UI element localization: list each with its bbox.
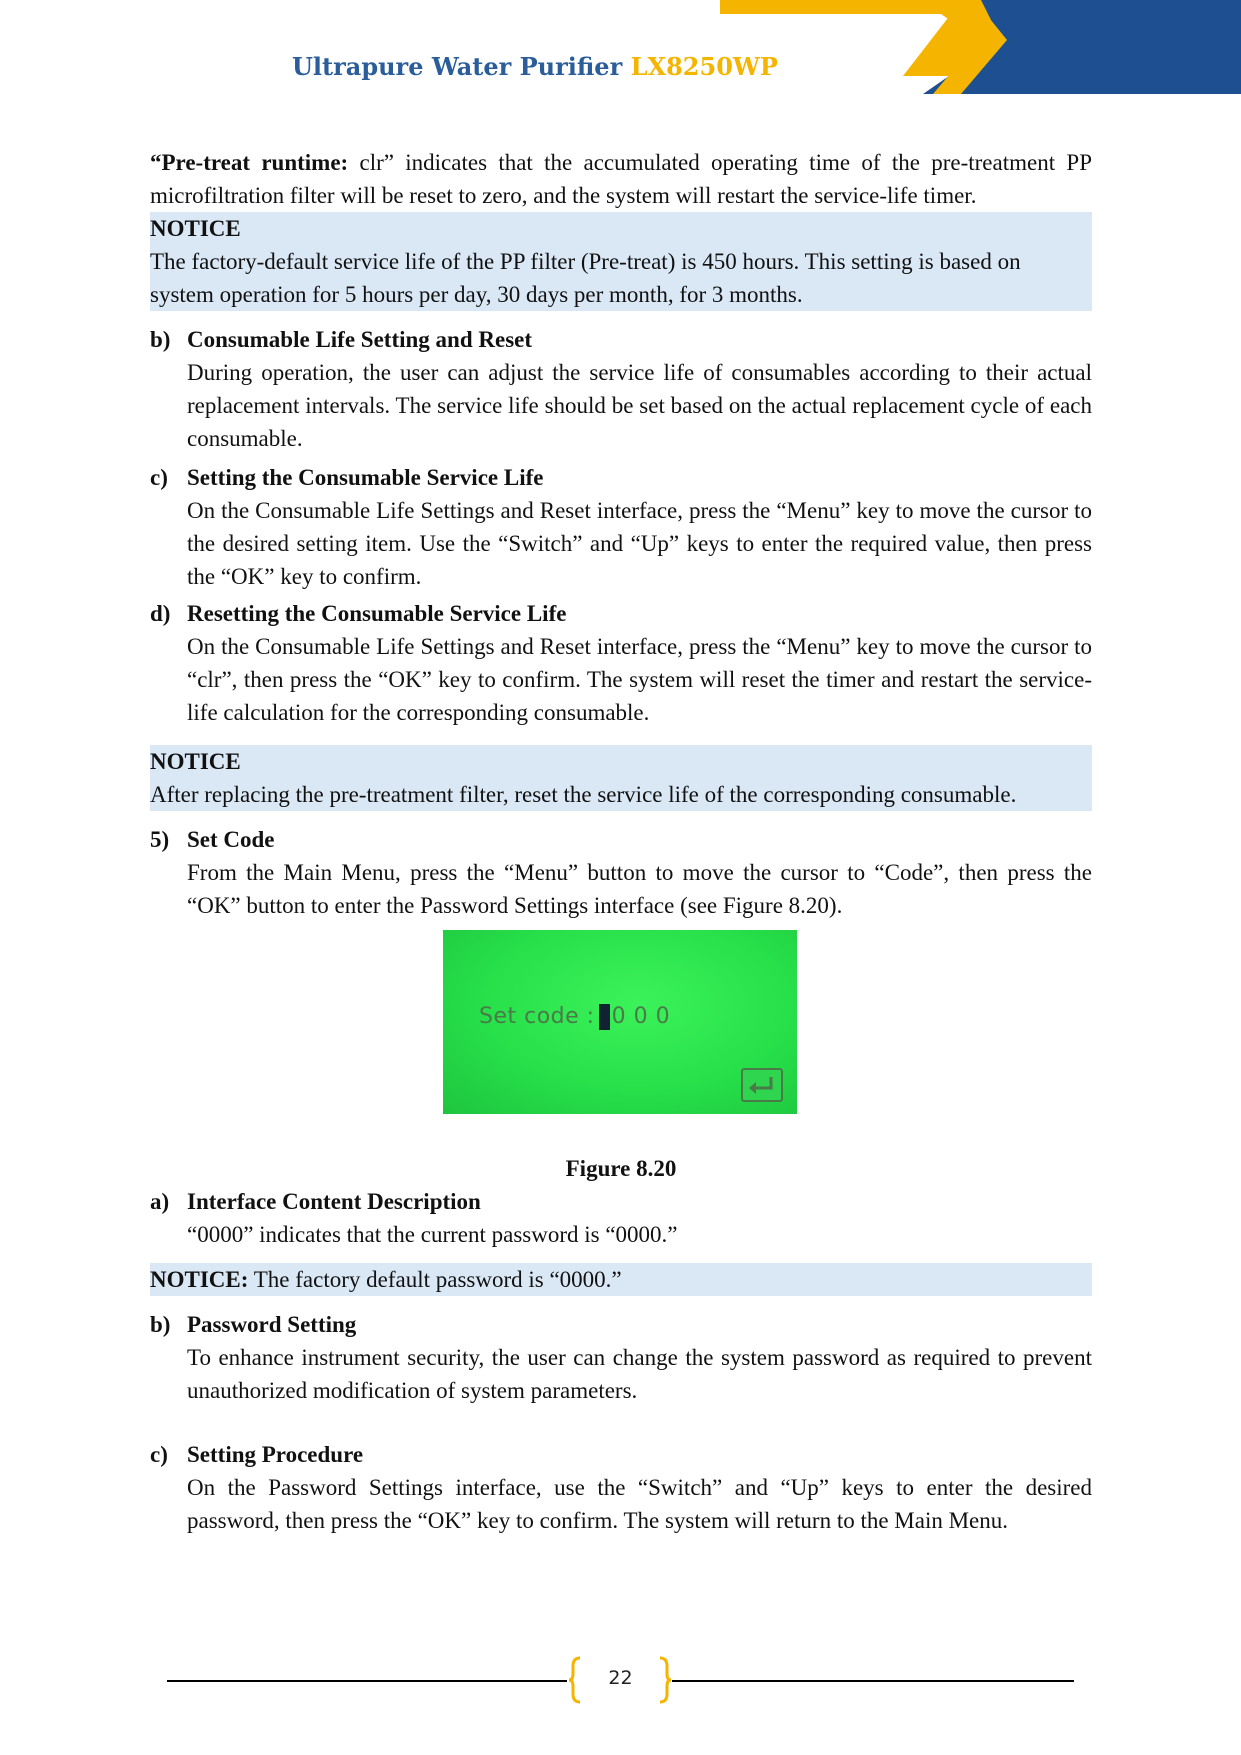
- enter-icon: [741, 1068, 783, 1102]
- list-item-interface-description: [150, 1185, 1092, 1251]
- intro-paragraph: [150, 146, 1092, 212]
- item-text: “0000” indicates that the current password is “0000.”: [187, 1222, 678, 1247]
- page-number: 22: [608, 1667, 633, 1689]
- lcd-label: Set code :: [479, 1004, 595, 1029]
- item-title: Consumable Life Setting and Reset: [187, 327, 533, 352]
- item-text: During operation, the user can adjust the service life of consumables according to their actual replacement intervals. The service life should be set based on the actual replacement cycle of each consumable.: [187, 360, 1092, 451]
- notice-label: NOTICE: [150, 216, 241, 241]
- list-item-resetting-service-life: [150, 597, 1092, 729]
- item-title: Setting the Consumable Service Life: [187, 465, 544, 490]
- section-text: From the Main Menu, press the “Menu” button to move the cursor to “Code”, then press the “OK” button to enter the Password Settings interface (see Figure 8.20).: [187, 860, 1092, 918]
- notice-text: After replacing the pre-treatment filter, reset the service life of the corresponding consumable.: [150, 782, 1017, 807]
- item-text: On the Password Settings interface, use the “Switch” and “Up” keys to enter the desired password, then press the “OK” key to confirm. The system will return to the Main Menu.: [187, 1475, 1092, 1533]
- notice-text: The factory default password is “0000.”: [248, 1267, 622, 1292]
- figure-caption: Figure 8.20: [565, 1156, 677, 1181]
- list-item-setting-procedure: [150, 1438, 1092, 1537]
- lcd-set-code-line: [479, 1000, 670, 1033]
- item-text: On the Consumable Life Settings and Reset interface, press the “Menu” key to move the cursor to the desired setting item. Use the “Switch” and “Up” keys to enter the required value, then press the “OK” key to confirm.: [187, 498, 1092, 589]
- lcd-digits: 0 0 0: [611, 1004, 671, 1029]
- list-item-consumable-life: [150, 323, 1092, 455]
- header-decoration: [641, 0, 1241, 100]
- item-letter: a): [150, 1189, 170, 1214]
- notice-label: NOTICE:: [150, 1267, 249, 1292]
- item-title: Resetting the Consumable Service Life: [187, 601, 567, 626]
- lcd-cursor: [599, 1004, 610, 1030]
- section-set-code: [150, 823, 1092, 922]
- header-title: [292, 52, 778, 81]
- item-letter: c): [150, 1442, 168, 1467]
- notice-line: system operation for 5 hours per day, 30 days per month, for 3 months.: [150, 282, 803, 307]
- item-title: Password Setting: [187, 1312, 357, 1337]
- item-text: To enhance instrument security, the user can change the system password as required to prevent unauthorized modification of system parameters.: [187, 1345, 1092, 1403]
- notice-line: The factory-default service life of the PP filter (Pre-treat) is 450 hours. This setting is based on: [150, 249, 1021, 274]
- item-letter: b): [150, 327, 171, 352]
- item-title: Interface Content Description: [187, 1189, 481, 1214]
- item-letter: c): [150, 465, 168, 490]
- figure-lcd-screen: [150, 922, 1092, 1152]
- model-number: LX8250WP: [630, 52, 778, 81]
- notice-box-filter-life: [150, 212, 1092, 311]
- item-title: Setting Procedure: [187, 1442, 364, 1467]
- page-content: [150, 146, 1092, 1537]
- list-item-password-setting: [150, 1308, 1092, 1407]
- section-number: 5): [150, 827, 170, 852]
- section-title: Set Code: [187, 827, 275, 852]
- intro-lead: “Pre-treat runtime:: [150, 150, 349, 175]
- list-item-setting-service-life: [150, 461, 1092, 593]
- notice-box-replacement: [150, 745, 1092, 811]
- item-letter: d): [150, 601, 171, 626]
- lcd-display: [443, 930, 797, 1114]
- item-text: On the Consumable Life Settings and Reset interface, press the “Menu” key to move the cursor to “clr”, then press the “OK” key to confirm. The system will reset the timer and restart the service-life calculation for the corresponding consumable.: [187, 634, 1092, 725]
- intro-text: clr” indicates that the accumulated operating time of the pre-treatment PP microfiltration filter will be reset to zero, and the system will restart the service-life timer.: [150, 150, 1092, 208]
- document-title: Ultrapure Water Purifier: [292, 52, 623, 81]
- notice-box-default-password: [150, 1263, 1092, 1296]
- notice-label: NOTICE: [150, 749, 241, 774]
- item-letter: b): [150, 1312, 171, 1337]
